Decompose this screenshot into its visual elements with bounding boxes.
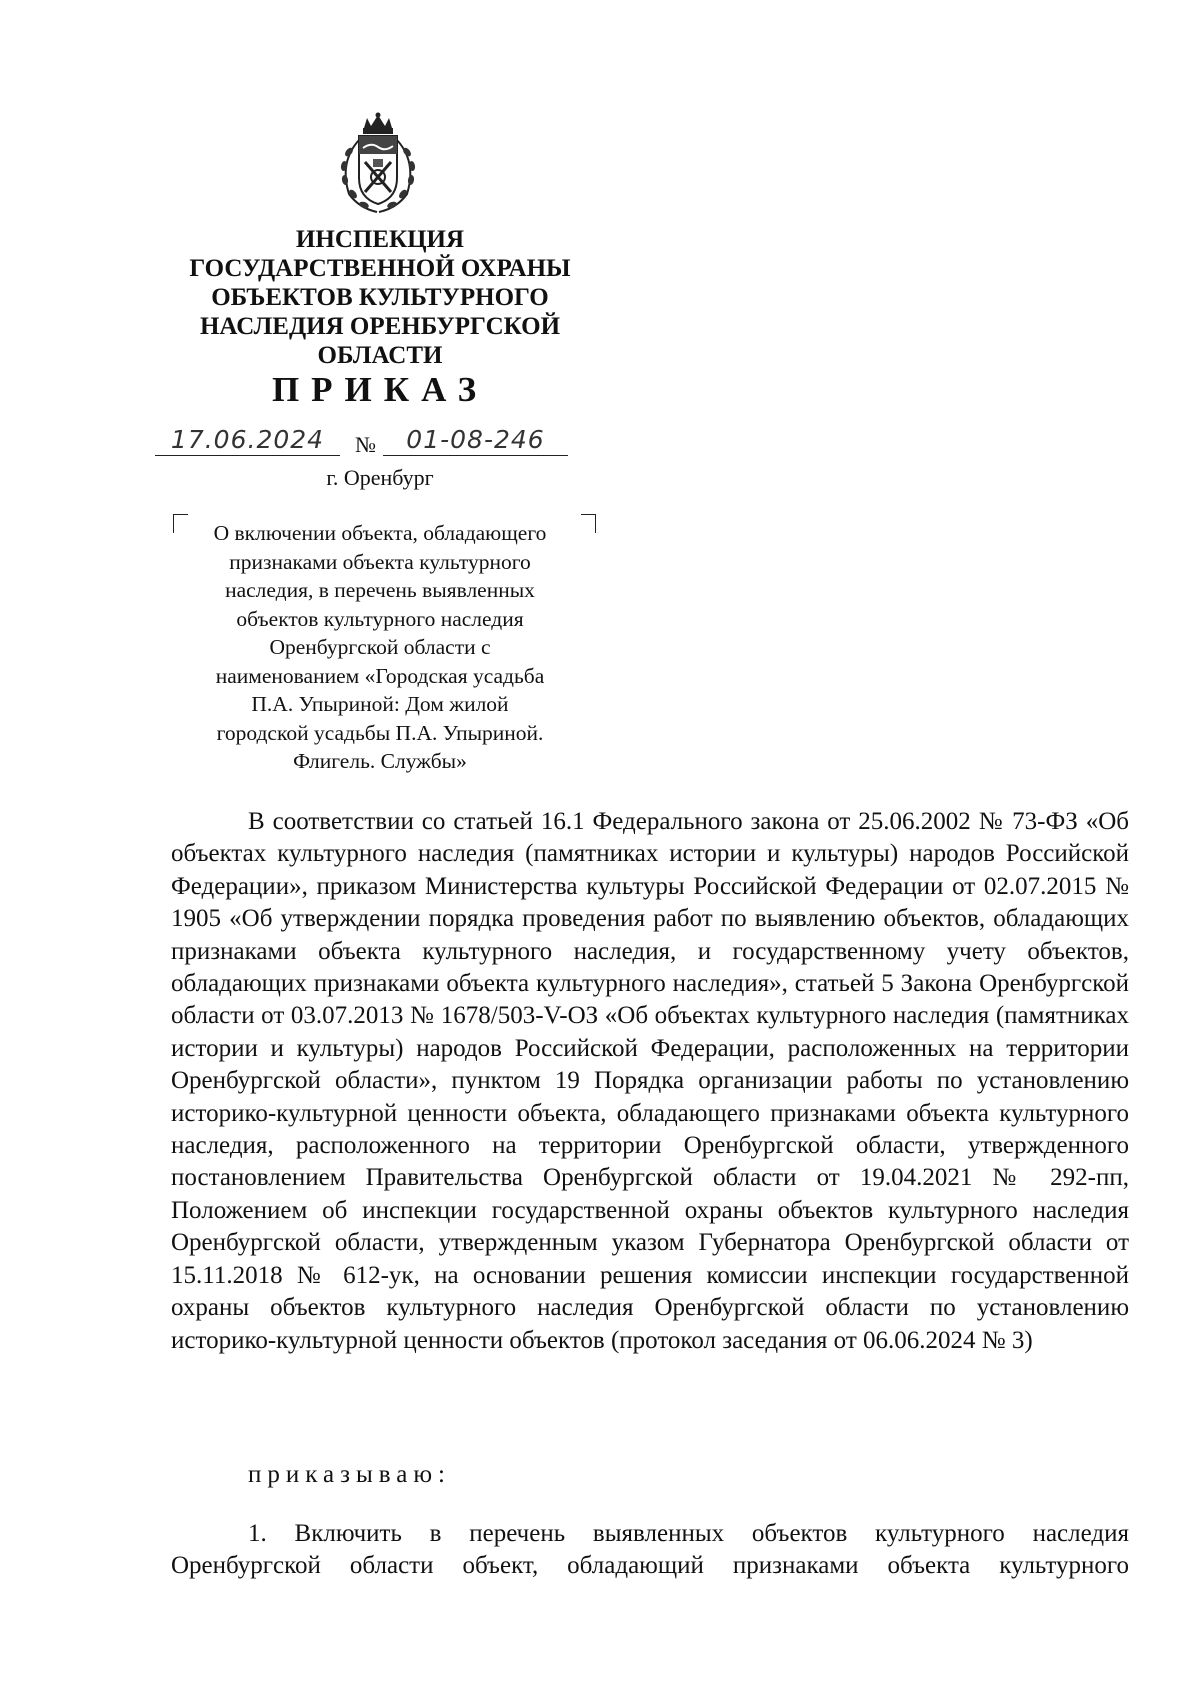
city: г. Оренбург	[326, 465, 434, 490]
org-line: ОБЛАСТИ	[317, 342, 443, 369]
subject-line: П.А. Упыриной: Дом жилой	[251, 692, 509, 716]
document-subject	[180, 519, 580, 776]
order-word: приказываю:	[248, 1461, 451, 1488]
preamble-paragraph: В соответствии со статьей 16.1 Федерального закона от 25.06.2002 № 73-ФЗ «Об объектах культурного наследия (памятниках истории и культуры) народов Российской Федерации», приказом Министерства культуры Российской Федерации от 02.07.2015 № 1905 «Об утверждении порядка проведения работ по выявлению объектов, обладающих признаками объекта культурного наследия, и государственному учету объектов, обладающих признаками объекта культурного наследия», статьей 5 Закона Оренбургской области от 03.07.2013 № 1678/503-V-ОЗ «Об объектах культурного наследия (памятниках истории и культуры) народов Российской Федерации, расположенных на территории Оренбургской области», пунктом 19 Порядка организации работы по установлению историко-культурной ценности объекта, обладающего признаками объекта культурного наследия, расположенного на территории Оренбургской области, утвержденного постановлением Правительства Оренбургской области от 19.04.2021 № 292-пп, Положением об инспекции государственной охраны объектов культурного наследия Оренбургской области, утвержденным указом Губернатора Оренбургской области от 15.11.2018 № 612-ук, на основании решения комиссии инспекции государственной охраны объектов культурного наследия Оренбургской области по установлению историко-культурной ценности объектов (протокол заседания от 06.06.2024 № 3)	[171, 808, 1129, 1354]
org-line: НАСЛЕДИЯ ОРЕНБУРГСКОЙ	[199, 313, 561, 340]
subject-line: О включении объекта, обладающего	[213, 521, 547, 545]
org-line: ИНСПЕКЦИЯ	[295, 226, 465, 253]
subject-line: признаками объекта культурного	[229, 549, 531, 574]
date-underline	[155, 455, 340, 456]
subject-line: наследия, в перечень выявленных	[225, 578, 535, 602]
document-type-title: ПРИКАЗ	[271, 370, 489, 409]
subject-line: Оренбургской области с	[269, 635, 491, 659]
number-underline	[383, 455, 568, 456]
document-date: 17.06.2024	[170, 425, 325, 454]
number-label: №	[355, 432, 376, 457]
org-line: ГОСУДАРСТВЕННОЙ ОХРАНЫ	[189, 255, 571, 282]
subject-line: наименованием «Городская усадьба	[215, 663, 545, 688]
subject-line: Флигель. Службы»	[293, 749, 467, 773]
subject-bracket-right	[581, 514, 596, 533]
organization-name	[150, 225, 610, 370]
coat-of-arms-icon	[333, 112, 423, 216]
date-number-line	[155, 425, 615, 461]
document-number: 01-08-246	[406, 425, 545, 454]
org-line: ОБЪЕКТОВ КУЛЬТУРНОГО	[211, 284, 549, 311]
item-1-text: 1. Включить в перечень выявленных объектов культурного наследия Оренбургской области объект, обладающий признаками объекта культурного	[171, 1520, 1129, 1580]
document-body	[171, 806, 1129, 1357]
subject-line: объектов культурного наследия	[236, 606, 524, 631]
subject-line: городской усадьбы П.А. Упыриной.	[216, 720, 544, 745]
order-item-1	[171, 1518, 1129, 1583]
